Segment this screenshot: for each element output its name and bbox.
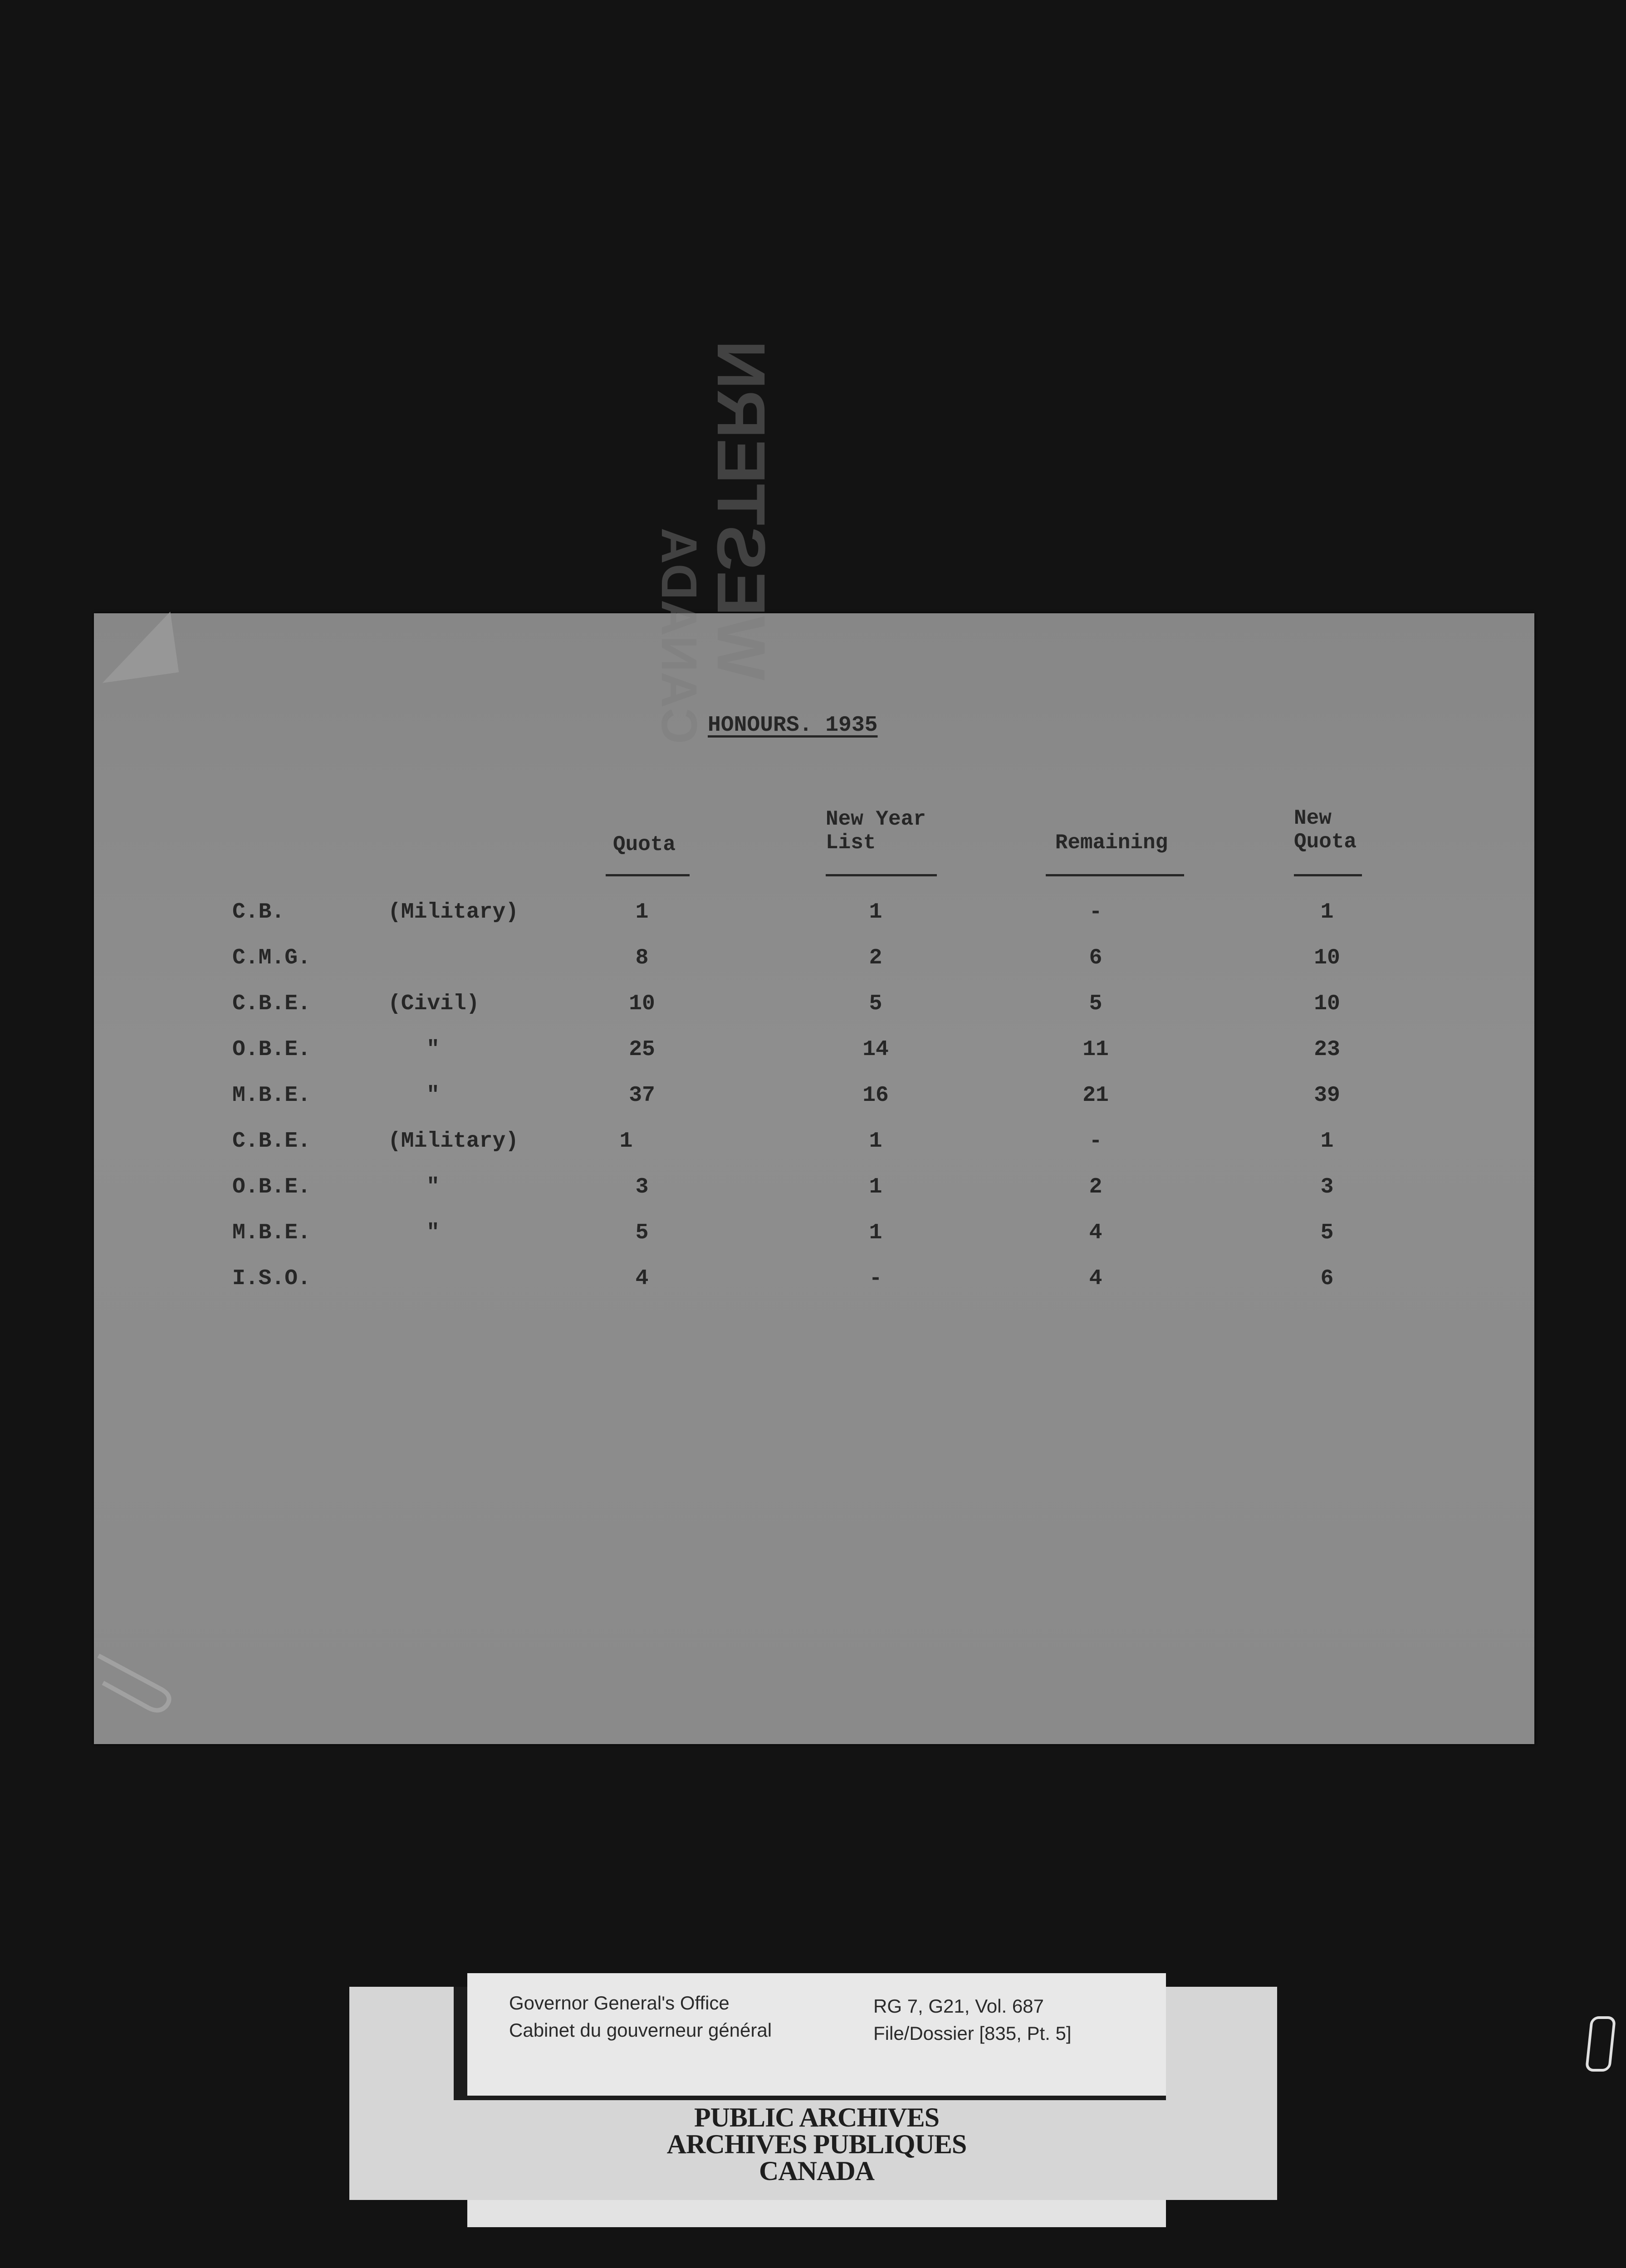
frame-marker — [1585, 2016, 1616, 2072]
quota-cell: 8 — [635, 946, 649, 970]
archives-stamp-line: CANADA — [759, 2156, 874, 2186]
remaining-cell: 2 — [1089, 1175, 1102, 1199]
honour-cell: C.M.G. — [232, 946, 311, 970]
new-quota-cell: 10 — [1314, 946, 1340, 970]
honour-cell: I.S.O. — [232, 1266, 311, 1291]
honour-cell: M.B.E. — [232, 1083, 311, 1108]
honour-cell: C.B. — [232, 900, 285, 924]
quota-cell: 4 — [635, 1266, 649, 1291]
quota-cell: 3 — [635, 1175, 649, 1199]
new-quota-cell: 10 — [1314, 992, 1340, 1016]
new-quota-cell: 5 — [1320, 1221, 1334, 1245]
header-new-quota-line1: New — [1294, 807, 1332, 830]
office-name-en: Governor General's Office — [509, 1992, 730, 2014]
new-year-list-cell: 2 — [869, 946, 882, 970]
type-cell: (Military) — [388, 900, 519, 924]
archives-stamp-line: PUBLIC ARCHIVES — [694, 2102, 940, 2132]
type-cell: " — [426, 1221, 440, 1245]
quota-cell: 5 — [635, 1221, 649, 1245]
new-year-list-cell: - — [869, 1266, 882, 1291]
new-year-list-cell: 1 — [869, 1175, 882, 1199]
honour-cell: O.B.E. — [232, 1175, 311, 1199]
folded-corner — [94, 611, 179, 683]
header-new-year-list-line2: List — [826, 831, 876, 855]
header-new-quota-line2: Quota — [1294, 830, 1357, 854]
quota-cell: 37 — [629, 1083, 655, 1108]
header-rule — [606, 874, 690, 876]
quota-cell: 10 — [629, 992, 655, 1016]
new-year-list-cell: 5 — [869, 992, 882, 1016]
record-group-reference: RG 7, G21, Vol. 687 — [873, 1995, 1044, 2017]
remaining-cell: 6 — [1089, 946, 1102, 970]
archives-stamp-line: ARCHIVES PUBLIQUES — [666, 2129, 967, 2159]
remaining-cell: - — [1089, 900, 1102, 924]
new-quota-cell: 1 — [1320, 1129, 1334, 1154]
new-quota-cell: 6 — [1320, 1266, 1334, 1291]
new-year-list-cell: 1 — [869, 1221, 882, 1245]
remaining-cell: 4 — [1089, 1266, 1102, 1291]
header-rule — [826, 874, 937, 876]
document-title: HONOURS. 1935 — [708, 713, 878, 738]
new-quota-cell: 3 — [1320, 1175, 1334, 1199]
paper-clip-mark — [94, 1647, 180, 1715]
type-cell: " — [426, 1083, 440, 1108]
bleed-through-text: CANADA — [651, 528, 707, 744]
quota-cell: 1 — [619, 1129, 633, 1154]
new-year-list-cell: 1 — [869, 1129, 882, 1154]
file-number: File/Dossier [835, Pt. 5] — [873, 2023, 1072, 2044]
type-cell: (Military) — [388, 1129, 519, 1154]
header-rule — [1294, 874, 1362, 876]
new-quota-cell: 39 — [1314, 1083, 1340, 1108]
office-name-fr: Cabinet du gouverneur général — [509, 2019, 772, 2041]
honour-cell: O.B.E. — [232, 1037, 311, 1062]
header-remaining: Remaining — [1055, 831, 1168, 855]
quota-cell: 25 — [629, 1037, 655, 1062]
new-quota-cell: 23 — [1314, 1037, 1340, 1062]
new-year-list-cell: 1 — [869, 900, 882, 924]
header-quota: Quota — [612, 833, 676, 856]
new-year-list-cell: 16 — [862, 1083, 889, 1108]
header-rule — [1046, 874, 1184, 876]
new-quota-cell: 1 — [1320, 900, 1334, 924]
remaining-cell: 21 — [1082, 1083, 1109, 1108]
archive-label-base-strip — [467, 2200, 1166, 2227]
remaining-cell: - — [1089, 1129, 1102, 1154]
type-cell: " — [426, 1037, 440, 1062]
honour-cell: M.B.E. — [232, 1221, 311, 1245]
remaining-cell: 11 — [1082, 1037, 1109, 1062]
quota-cell: 1 — [635, 900, 649, 924]
new-year-list-cell: 14 — [862, 1037, 889, 1062]
header-new-year-list-line1: New Year — [826, 807, 926, 831]
remaining-cell: 4 — [1089, 1221, 1102, 1245]
bleed-through-text: WESTERN — [703, 340, 779, 680]
type-cell: (Civil) — [388, 992, 480, 1016]
type-cell: " — [426, 1175, 440, 1199]
honour-cell: C.B.E. — [232, 1129, 311, 1154]
remaining-cell: 5 — [1089, 992, 1102, 1016]
honour-cell: C.B.E. — [232, 992, 311, 1016]
